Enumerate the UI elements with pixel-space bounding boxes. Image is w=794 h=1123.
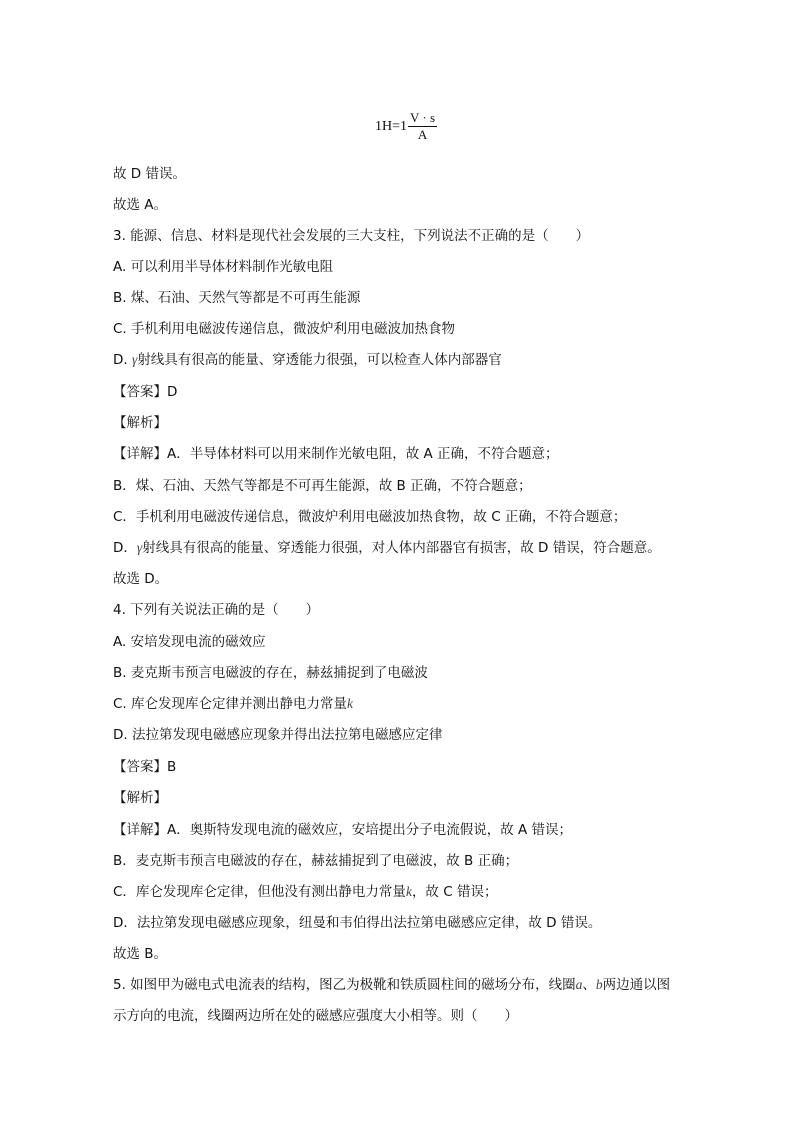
explanation-line: C．手机利用电磁波传递信息，微波炉利用电磁波加热食物，故 C 正确，不符合题意； [113, 509, 627, 525]
formula-denominator: A [417, 127, 428, 142]
option-a: A. 可以利用半导体材料制作光敏电阻 [113, 259, 334, 275]
formula-numerator: V · s [410, 110, 436, 125]
a-symbol: a [575, 977, 583, 992]
question-5-stem: 5. 如图甲为磁电式电流表的结构，图乙为极靴和铁质圆柱间的磁场分布，线圈a、b两边通以图 [113, 977, 671, 993]
k-symbol: k [405, 884, 412, 899]
option-c: C. 手机利用电磁波传递信息，微波炉利用电磁波加热食物 [113, 321, 456, 337]
formula-lhs: 1H=1 [375, 118, 408, 134]
analysis-label: 【解析】 [113, 790, 167, 806]
explanation-line: 【详解】A．半导体材料可以用来制作光敏电阻，故 A 正确，不符合题意； [113, 446, 559, 462]
analysis-label: 【解析】 [113, 415, 167, 431]
gamma-symbol: γ [136, 540, 143, 555]
option-b: B. 煤、石油、天然气等都是不可再生能源 [113, 290, 361, 306]
explanation-line: 【详解】A．奥斯特发现电流的磁效应，安培提出分子电流假说，故 A 错误； [113, 822, 573, 838]
option-d: D. 法拉第发现电磁感应现象并得出法拉第电磁感应定律 [113, 727, 443, 743]
explanation-line: D．法拉第发现电磁感应现象，纽曼和韦伯得出法拉第电磁感应定律，故 D 错误。 [113, 915, 602, 931]
b-symbol: b [595, 977, 603, 992]
text-line: 故选 A。 [113, 197, 168, 213]
k-symbol: k [347, 696, 354, 711]
explanation-line: B．麦克斯韦预言电磁波的存在，赫兹捕捉到了电磁波，故 B 正确； [113, 853, 519, 869]
explanation-line: C．库仑发现库仑定律，但他没有测出静电力常量k，故 C 错误； [113, 884, 498, 900]
option-b: B. 麦克斯韦预言电磁波的存在，赫兹捕捉到了电磁波 [113, 665, 428, 681]
formula-fraction [408, 110, 437, 143]
text-line: 故选 B。 [113, 946, 168, 962]
question-3-stem: 3. 能源、信息、材料是现代社会发展的三大支柱，下列说法不正确的是（ ） [113, 228, 590, 244]
option-a: A. 安培发现电流的磁效应 [113, 634, 266, 650]
text-line: 故 D 错误。 [113, 166, 186, 182]
answer-label: 【答案】D [113, 384, 178, 400]
question-4-stem: 4. 下列有关说法正确的是（ ） [113, 602, 320, 618]
question-5-stem-continued: 示方向的电流，线圈两边所在处的磁感应强度大小相等。则（ ） [113, 1008, 518, 1024]
answer-label: 【答案】B [113, 759, 177, 775]
gamma-symbol: γ [131, 352, 138, 367]
text-line: 故选 D。 [113, 571, 169, 587]
option-c: C. 库仑发现库仑定律并测出静电力常量k [113, 696, 354, 712]
option-d: D. γ射线具有很高的能量、穿透能力很强，可以检查人体内部器官 [113, 352, 502, 368]
explanation-line: D．γ射线具有很高的能量、穿透能力很强，对人体内部器官有损害，故 D 错误，符合题意。 [113, 540, 661, 556]
inductance-unit-formula [375, 110, 437, 143]
explanation-line: B．煤、石油、天然气等都是不可再生能源，故 B 正确，不符合题意； [113, 478, 532, 494]
